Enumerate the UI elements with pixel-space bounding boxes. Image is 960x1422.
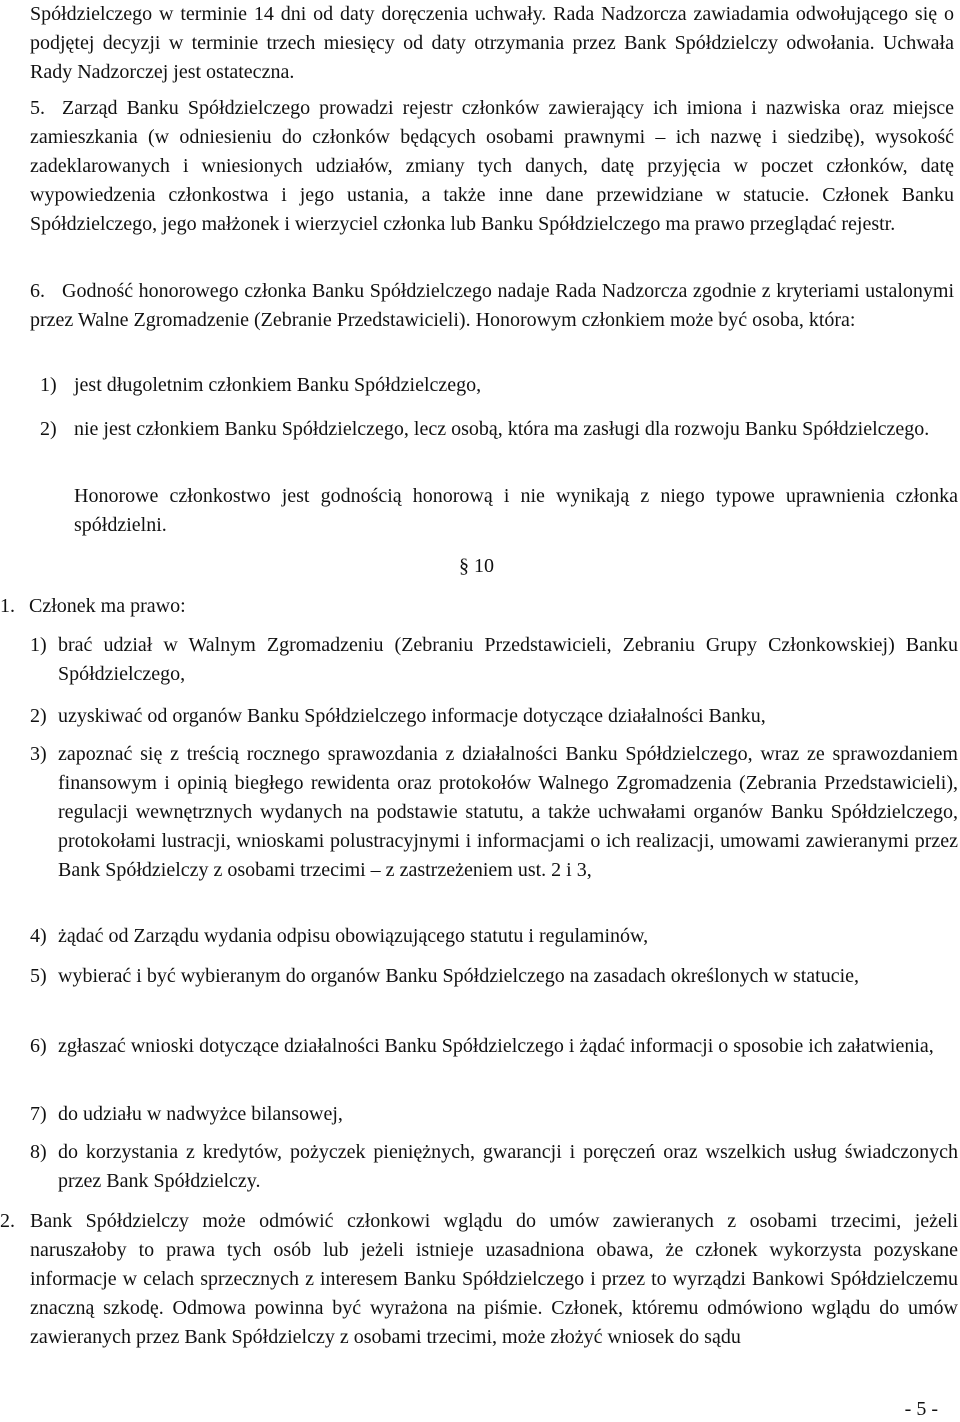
p6-paragraph: Godność honorowego członka Banku Spółdzielczego nadaje Rada Nadzorcza zgodnie z kryteriami ustalonymi przez Walne Zgromadzenie (Zebranie Przedstawicieli). Honorowym członkiem może być osoba, która: <box>30 280 954 331</box>
s1-item-7-text: do udziału w nadwyżce bilansowej, <box>58 1103 343 1125</box>
s1-heading: Członek ma prawo: <box>29 595 186 617</box>
s1-item-3-text: zapoznać się z treścią rocznego sprawozdania z działalności Banku Spółdzielczego, wraz ze sprawozdaniem finansowym i opinią biegłego rewidenta oraz protokołów Walnego Zgromadzenia (Zebrania Przedstawicieli), regulacji wewnętrznych wydanych na podstawie statutu, a także uchwałami organów Banku Spółdzielczego, protokołami lustracji, wnioskami polustracyjnymi i informacjami o ich realizacji, umowami zawieranymi przez Bank Spółdzielczy z osobami trzecimi – z zastrzeżeniem ust. 2 i 3, <box>58 743 958 881</box>
p6-closing: Honorowe członkostwo jest godnością honorową i nie wynikają z niego typowe uprawnienia członka spółdzielni. <box>74 485 958 536</box>
p5-number: 5. <box>30 97 45 119</box>
s1-item-5-text: wybierać i być wybieranym do organów Banku Spółdzielczego na zasadach określonych w statucie, <box>58 965 860 987</box>
s1-item-6-number: 6) <box>30 1035 47 1057</box>
s1-item-6-text: zgłaszać wnioski dotyczące działalności Banku Spółdzielczego i żądać informacji o sposobie ich załatwienia, <box>58 1035 934 1057</box>
p6-item-1-number: 1) <box>40 374 57 396</box>
p5-paragraph: Zarząd Banku Spółdzielczego prowadzi rejestr członków zawierający ich imiona i nazwiska oraz miejsce zamieszkania (w odniesieniu do członków będących osobami prawnymi – ich nazwę i siedzibę), wysokość zadeklarowanych i wniesionych udziałów, zmiany tych danych, datę przyjęcia w poczet członków, datę wypowiedzenia członkostwa i jego ustania, a także inne dane przewidziane w statucie. Członek Banku Spółdzielczego, jego małżonek i wierzyciel członka lub Banku Spółdzielczego ma prawo przeglądać rejestr. <box>30 97 954 235</box>
s1-item-7-number: 7) <box>30 1103 47 1125</box>
s1-item-1-number: 1) <box>30 634 47 656</box>
p6-item-2-number: 2) <box>40 418 57 440</box>
s2-number: 2. <box>0 1210 15 1232</box>
intro-paragraph: Spółdzielczego w terminie 14 dni od daty doręczenia uchwały. Rada Nadzorcza zawiadamia odwołującego się o podjętej decyzji w terminie trzech miesięcy od daty otrzymania przez Bank Spółdzielczy odwołania. Uchwała Rady Nadzorczej jest ostateczna. <box>30 3 954 83</box>
s1-item-2-number: 2) <box>30 705 47 727</box>
s1-item-1-text: brać udział w Walnym Zgromadzeniu (Zebraniu Przedstawicieli, Zebraniu Grupy Członkowskiej) Banku Spółdzielczego, <box>58 634 958 685</box>
s2-paragraph: Bank Spółdzielczy może odmówić członkowi wglądu do umów zawieranych z osobami trzecimi, jeżeli naruszałoby to prawa tych osób lub jeżeli istnieje uzasadniona obawa, że członek wykorzysta pozyskane informacje w celach sprzecznych z interesem Banku Spółdzielczego i przez to wyrządzi Bankowi Spółdzielczemu znaczną szkodę. Odmowa powinna być wyrażona na piśmie. Członek, któremu odmówiono wglądu do umów zawieranych przez Bank Spółdzielczy z osobami trzecimi, może złożyć wniosek do sądu <box>30 1210 958 1348</box>
s1-item-4-number: 4) <box>30 925 47 947</box>
p6-number: 6. <box>30 280 45 302</box>
s1-item-3-number: 3) <box>30 743 47 765</box>
s1-item-8-text: do korzystania z kredytów, pożyczek pieniężnych, gwarancji i poręczeń oraz wszelkich usług świadczonych przez Bank Spółdzielczy. <box>58 1141 958 1192</box>
p6-item-2-text: nie jest członkiem Banku Spółdzielczego, lecz osobą, która ma zasługi dla rozwoju Banku Spółdzielczego. <box>74 418 930 440</box>
s1-item-4-text: żądać od Zarządu wydania odpisu obowiązującego statutu i regulaminów, <box>58 925 649 947</box>
s1-item-5-number: 5) <box>30 965 47 987</box>
s1-number: 1. <box>0 595 15 617</box>
s1-item-2-text: uzyskiwać od organów Banku Spółdzielczego informacje dotyczące działalności Banku, <box>58 705 766 727</box>
p6-item-1-text: jest długoletnim członkiem Banku Spółdzielczego, <box>74 374 482 396</box>
page-number: - 5 - <box>904 1398 938 1420</box>
section-sign: § 10 <box>459 555 494 577</box>
s1-item-8-number: 8) <box>30 1141 47 1163</box>
